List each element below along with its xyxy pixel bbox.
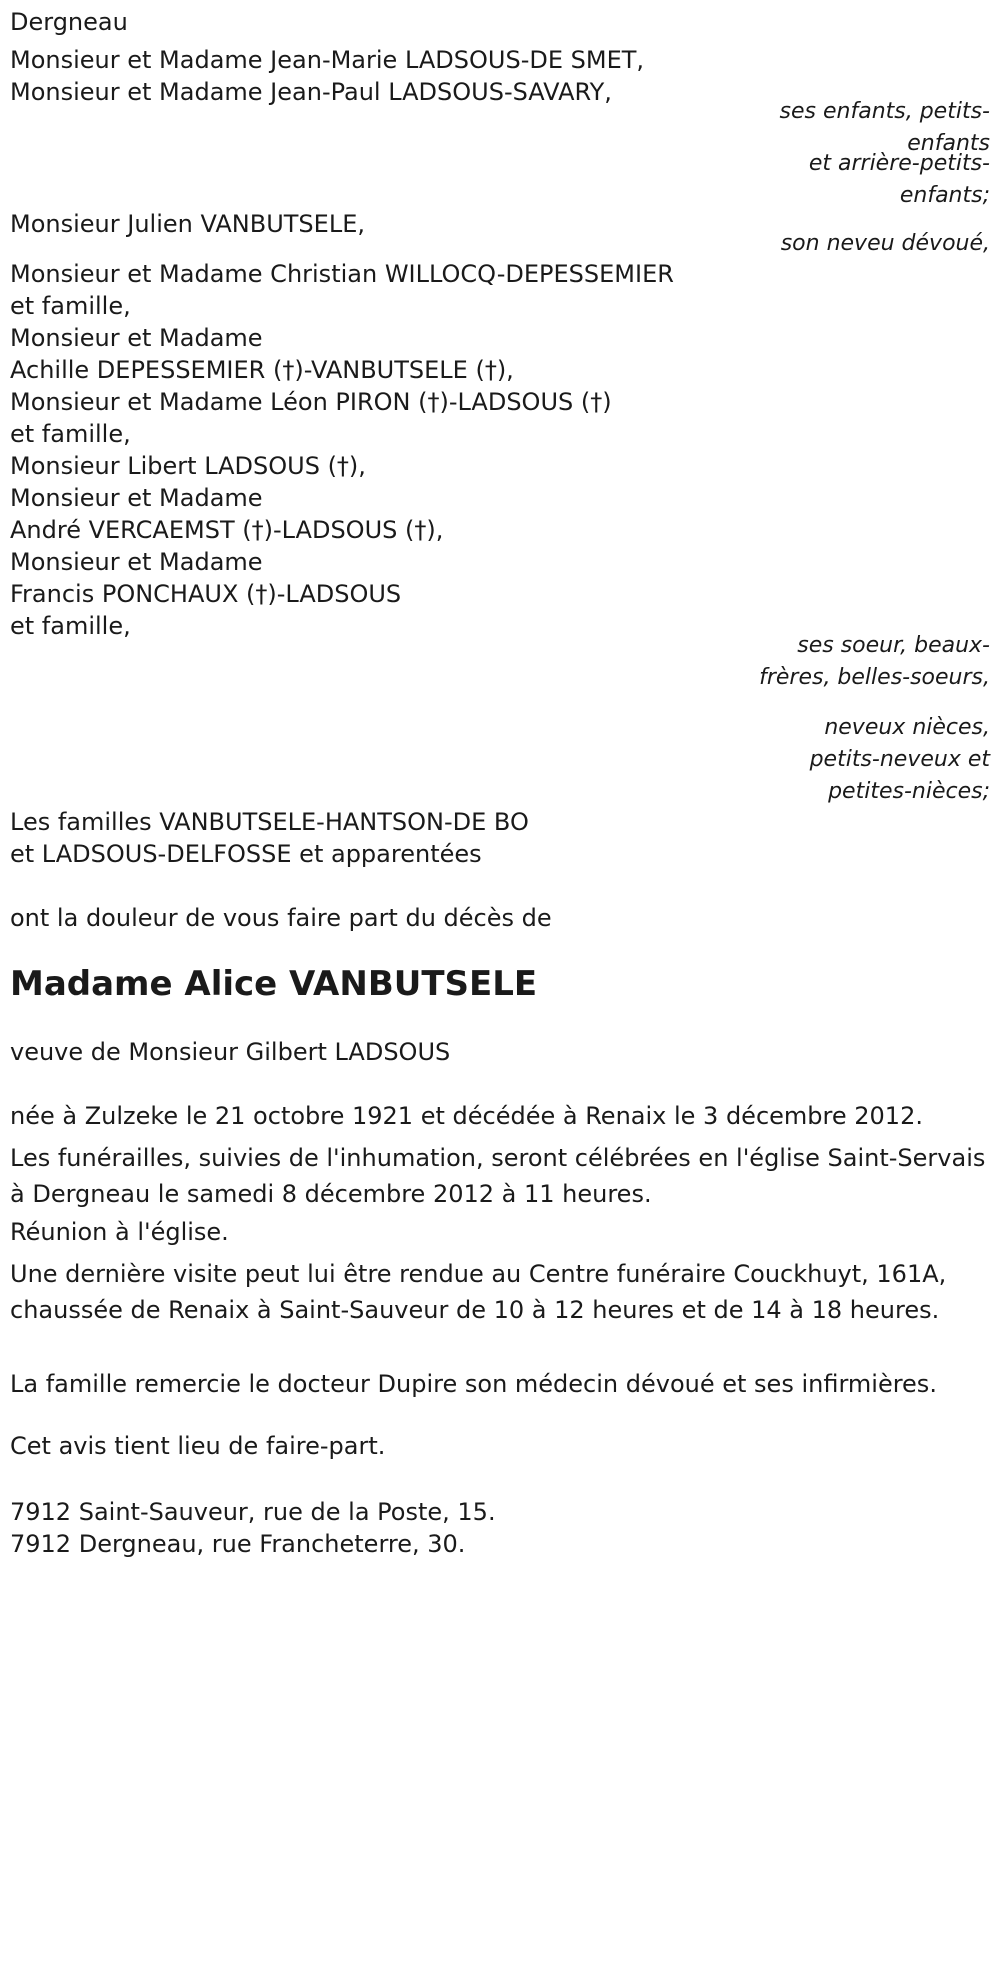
children-line-1: Monsieur et Madame Jean-Marie LADSOUS-DE SMET, (10, 46, 645, 74)
family-line-11: Francis PONCHAUX (†)-LADSOUS (10, 580, 402, 608)
family-relation-1: ses soeur, beaux-frères, belles-soeurs, (759, 633, 990, 690)
widow-of: veuve de Monsieur Gilbert LADSOUS (10, 1038, 451, 1066)
family-line-7: Monsieur Libert LADSOUS (†), (10, 452, 366, 480)
family-relation-3: petits-neveux et petites-nièces; (809, 747, 990, 804)
visit-details: Une dernière visite peut lui être rendue au Centre funéraire Couckhuyt, 161A, chaussée de Renaix à Saint-Sauveur de 10 à 12 heures et de 14 à 18 heures. (10, 1260, 947, 1324)
nephew-line: Monsieur Julien VANBUTSELE, (10, 210, 365, 238)
family-line-5: Monsieur et Madame Léon PIRON (†)-LADSOUS (†) (10, 388, 612, 416)
birth-death-details: née à Zulzeke le 21 octobre 1921 et décédée à Renaix le 3 décembre 2012. (10, 1102, 923, 1130)
family-line-4: Achille DEPESSEMIER (†)-VANBUTSELE (†), (10, 356, 514, 384)
thanks-details: La famille remercie le docteur Dupire son médecin dévoué et ses infirmières. (10, 1370, 937, 1398)
deceased-name: Madame Alice VANBUTSELE (10, 964, 538, 1004)
related-families-1: Les familles VANBUTSELE-HANTSON-DE BO (10, 808, 529, 836)
announcement-text: ont la douleur de vous faire part du décès de (10, 904, 552, 932)
family-line-8: Monsieur et Madame (10, 484, 263, 512)
family-line-2: et famille, (10, 292, 131, 320)
nephew-relation: son neveu dévoué, (780, 231, 990, 256)
family-line-10: Monsieur et Madame (10, 548, 263, 576)
address-1: 7912 Saint-Sauveur, rue de la Poste, 15. (10, 1498, 496, 1526)
family-relation-2: neveux nièces, (824, 715, 990, 740)
family-line-9: André VERCAEMST (†)-LADSOUS (†), (10, 516, 444, 544)
notice-note: Cet avis tient lieu de faire-part. (10, 1432, 386, 1460)
family-line-3: Monsieur et Madame (10, 324, 263, 352)
children-relation-2: et arrière-petits-enfants; (808, 151, 990, 208)
related-families-2: et LADSOUS-DELFOSSE et apparentées (10, 840, 482, 868)
children-line-2: Monsieur et Madame Jean-Paul LADSOUS-SAVARY, (10, 78, 612, 106)
family-line-6: et famille, (10, 420, 131, 448)
family-line-1: Monsieur et Madame Christian WILLOCQ-DEPESSEMIER (10, 260, 674, 288)
funeral-details: Les funérailles, suivies de l'inhumation, seront célébrées en l'église Saint-Servais à Dergneau le samedi 8 décembre 2012 à 11 heures. (10, 1144, 986, 1208)
family-line-12: et famille, (10, 612, 131, 640)
reunion-details: Réunion à l'église. (10, 1218, 229, 1246)
place-heading: Dergneau (10, 8, 128, 36)
address-2: 7912 Dergneau, rue Francheterre, 30. (10, 1530, 466, 1558)
children-relation-1: ses enfants, petits-enfants (779, 99, 990, 156)
